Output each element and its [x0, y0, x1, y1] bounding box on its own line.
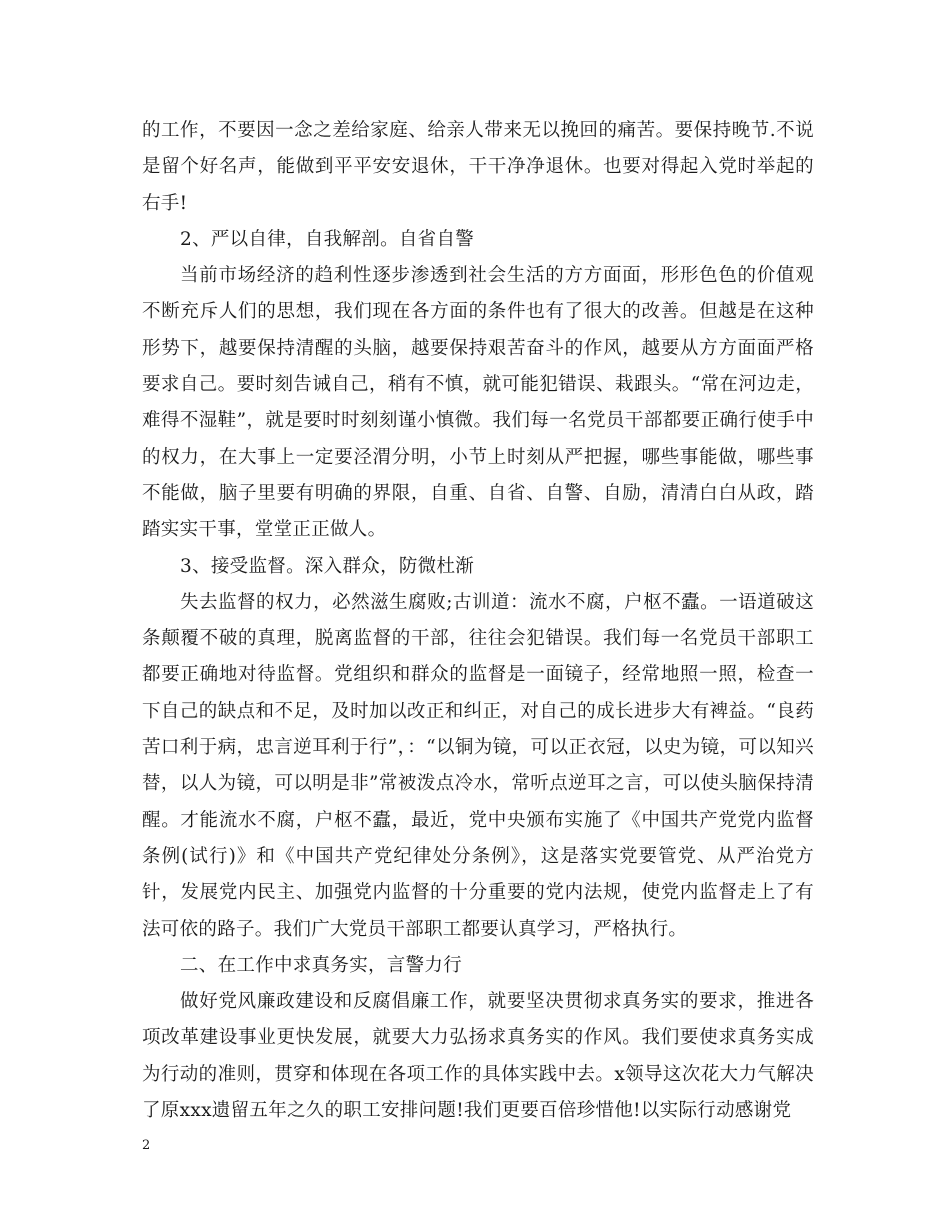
body-text: [142, 113, 814, 1129]
section-heading-self-discipline: 2、严以自律，自我解剖。自省自警: [180, 228, 475, 250]
paragraph-continuation: 的工作，不要因一念之差给家庭、给亲人带来无以挽回的痛苦。要保持晚节.不说是留个好名声，能做到平平安安退休，干干净净退休。也要对得起入党时举起的右手!: [142, 120, 814, 214]
paragraph-supervision: 失去监督的权力，必然滋生腐败;古训道：流水不腐，户枢不蠹。一语道破这条颠覆不破的真理，脱离监督的干部，往往会犯错误。我们每一名党员干部职工都要正确地对待监督。党组织和群众的监督是一面镜子，经常地照一照，检查一下自己的缺点和不足，及时加以改正和纠正，对自己的成长进步大有裨益。“良药苦口利于病，忠言逆耳利于行”，：“以铜为镜，可以正衣冠，以史为镜，可以知兴替，以人为镜，可以明是非”常被泼点冷水，常听点逆耳之言，可以使头脑保持清醒。才能流水不腐，户枢不蠹，最近，党中央颁布实施了《中国共产党党内监督条例(试行)》和《中国共产党纪律处分条例》，这是落实党要管党、从严治党方针，发展党内民主、加强党内监督的十分重要的党内法规，使党内监督走上了有法可依的路子。我们广大党员干部职工都要认真学习，严格执行。: [142, 591, 814, 940]
section-heading-pragmatic-work: 二、在工作中求真务实，言警力行: [180, 954, 463, 976]
paragraph-self-discipline: 当前市场经济的趋利性逐步渗透到社会生活的方方面面，形形色色的价值观不断充斥人们的思想，我们现在各方面的条件也有了很大的改善。但越是在这种形势下，越要保持清醒的头脑，越要保持艰苦奋斗的作风，越要从方方面面严格要求自己。要时刻告诫自己，稍有不慎，就可能犯错误、栽跟头。“常在河边走，难得不湿鞋”，就是要时时刻刻谨小慎微。我们每一名党员干部都要正确行使手中的权力，在大事上一定要泾渭分明，小节上时刻从严把握，哪些事能做，哪些事不能做，脑子里要有明确的界限，自重、自省、自警、自励，清清白白从政，踏踏实实干事，堂堂正正做人。: [142, 265, 814, 541]
section-heading-supervision: 3、接受监督。深入群众，防微杜渐: [180, 555, 475, 577]
paragraph-pragmatic-work: 做好党风廉政建设和反腐倡廉工作，就要坚决贯彻求真务实的要求，推进各项改革建设事业更快发展，就要大力弘扬求真务实的作风。我们要使求真务实成为行动的准则，贯穿和体现在各项工作的具体实践中去。x领导这次花大力气解决了原xxx遗留五年之久的职工安排问题!我们更要百倍珍惜他!以实际行动感谢党: [142, 991, 814, 1122]
page-number: 2: [142, 1138, 151, 1153]
